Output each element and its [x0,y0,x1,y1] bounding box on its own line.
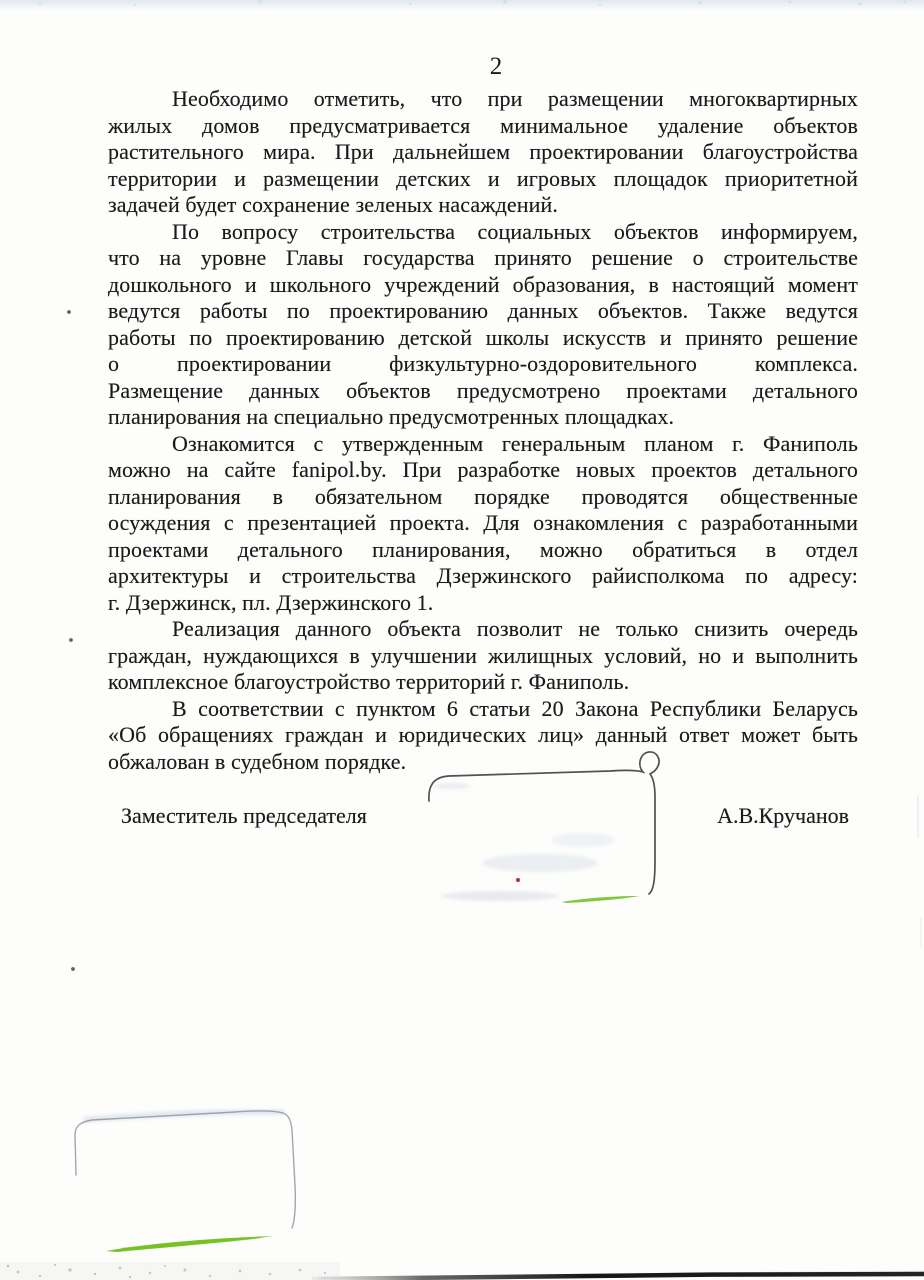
text-line: «Об обращениях граждан и юридических лиц» данный ответ может быть [108,722,858,747]
text-line: По вопросу строительства социальных объектов информируем, [172,218,858,244]
signature-role: Заместитель председателя [121,803,367,828]
text-line: осуждения с презентацией проекта. Для ознакомления с разработанными [108,510,858,535]
text-line: проектами детального планирования, можно обратиться в отдел [108,536,858,562]
text-line: растительного мира. При дальнейшем проектировании благоустройства [108,139,858,164]
red-pen-dot [516,878,520,882]
text-line: дошкольного и школьного учреждений образования, в настоящий момент [108,271,858,297]
text-line: территории и размещении детских и игровых площадок приоритетной [108,165,858,191]
whiteout-smudges [434,783,615,901]
text-line: планирования на специально предусмотренных площадках. [108,404,675,429]
text-line: работы по проектированию детской школы искусств и принято решение [108,324,858,350]
green-highlight-smear [562,896,640,903]
paragraph-legal-note [108,696,858,776]
text-line: о проектировании физкультурно-оздоровительного комплекса. [108,351,858,376]
text-line: можно на сайте fanipol.by. При разработке новых проектов детального [108,457,858,482]
text-line: комплексное благоустройство территорий г. Фаниполь. [108,669,630,694]
text-line: архитектуры и строительства Дзержинского райисполкома по адресу: [108,563,858,588]
text-line: ведутся работы по проектированию данных объектов. Также ведутся [108,298,858,323]
top-scan-edge [0,0,924,11]
page-number: 2 [489,53,503,80]
text-line: Необходимо отметить, что при размещении многоквартирных [172,86,858,111]
letter-body [108,86,858,775]
paragraph-realization [108,616,858,696]
margin-dots [67,310,75,971]
text-line: г. Дзержинск, пл. Дзержинского 1. [108,589,434,615]
text-line: что на уровне Главы государства принято решение о строительстве [108,245,858,270]
whiteout-box-bottom [75,1111,295,1252]
text-line: Размещение данных объектов предусмотрено проектами детального [108,377,858,403]
bottom-scan-edge [0,1262,924,1280]
green-highlight-stripe [106,1236,274,1252]
signature-row [108,803,858,829]
text-line: обжалован в судебном порядке. [108,748,407,774]
box-outline [75,1111,295,1228]
text-line: Реализация данного объекта позволит не только снизить очередь [172,616,858,641]
text-line: задачей будет сохранение зеленых насаждений. [108,192,558,217]
text-line: жилых домов предусматривается минимальное удаление объектов [108,112,858,138]
box-top-shading [84,1112,284,1120]
paragraph-social-objects [108,219,858,431]
text-line: планирования в обязательном порядке проводятся общественные [108,483,858,509]
right-edge-scratches [918,795,921,948]
bottom-left-speckles [0,1262,340,1280]
text-line: граждан, нуждающихся в улучшении жилищных условий, но и выполнить [108,642,858,668]
text-line: Ознакомится с утвержденным генеральным планом г. Фаниполь [172,430,858,456]
paragraph-planting [108,86,858,219]
signature-name: А.В.Кручанов [717,803,849,828]
text-line: В соответствии с пунктом 6 статьи 20 Закона Республики Беларусь [172,695,858,721]
green-stripe-core [120,1238,262,1250]
paragraph-general-plan [108,431,858,617]
